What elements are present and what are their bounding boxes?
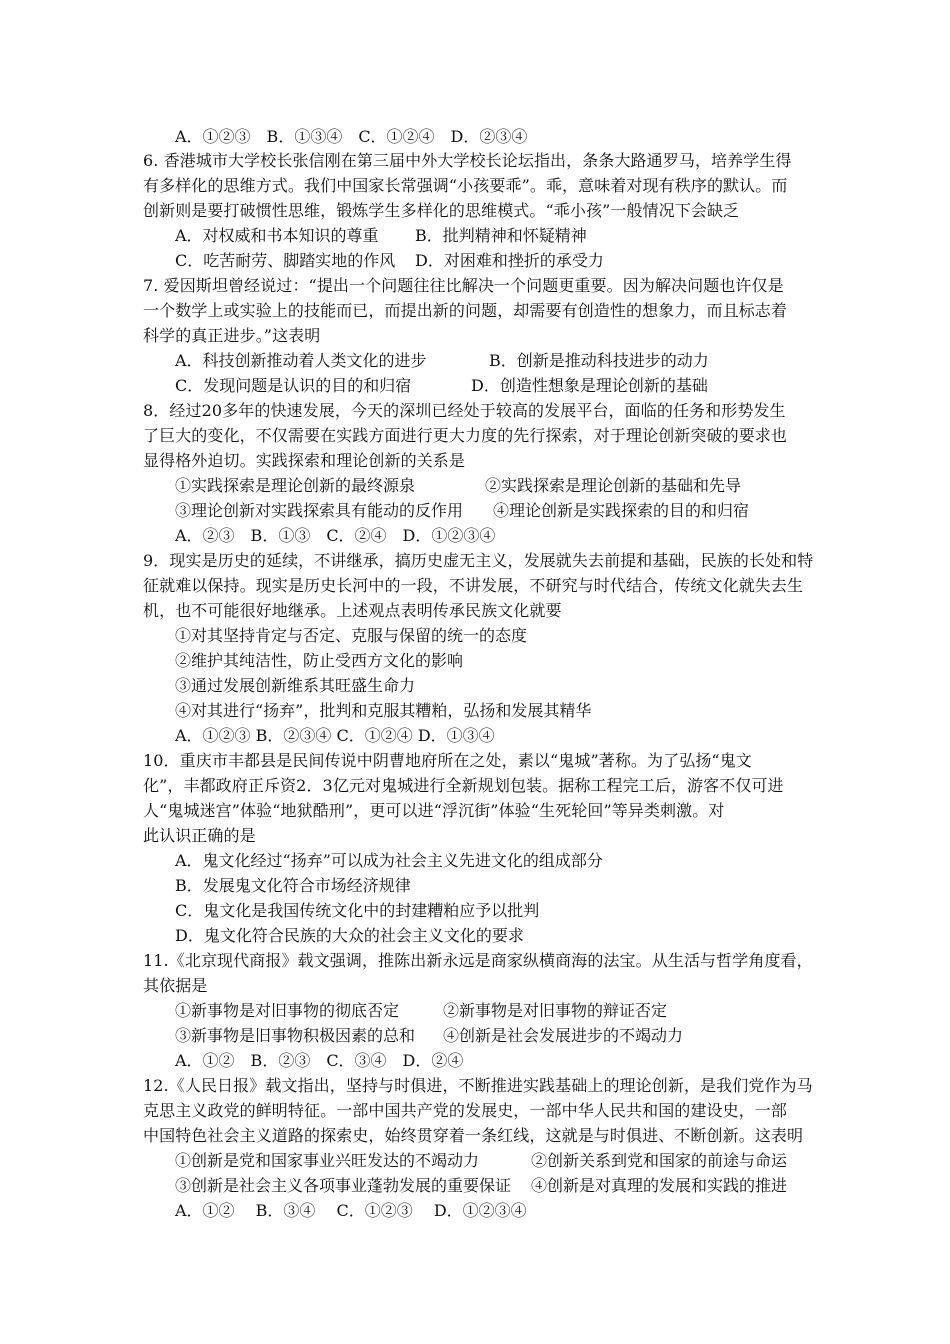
statement-3: ③创新是社会主义各项事业蓬勃发展的重要保证	[175, 1176, 512, 1195]
option-d: D．创造性想象是理论创新的基础	[471, 376, 708, 395]
statement-2: ②实践探索是理论创新的基础和先导	[485, 476, 742, 495]
statement-1: ①实践探索是理论创新的最终源泉	[175, 476, 416, 495]
statement-4: ④创新是社会发展进步的不竭动力	[443, 1026, 684, 1045]
q11-stem-line: 11.《北京现代商报》载文强调，推陈出新永远是商家纵横商海的法宝。从生活与哲学角度看，	[143, 951, 813, 970]
q12-answer-options: A．①② B．③④ C．①②③ D．①②③④	[175, 1201, 527, 1220]
q12-stem-line: 克思主义政党的鲜明特征。一部中国共产党的发展史，一部中华人民共和国的建设史，一部	[143, 1101, 788, 1120]
q9-stem-line: 9．现实是历史的延续，不讲继承，搞历史虚无主义，发展就失去前提和基础，民族的长处和特	[143, 551, 814, 570]
q10-option: D．鬼文化符合民族的大众的社会主义文化的要求	[175, 926, 524, 945]
q12-stem-line: 12.《人民日报》载文指出，坚持与时俱进，不断推进实践基础上的理论创新，是我们党作为马	[143, 1076, 813, 1095]
statement-4: ④理论创新是实践探索的目的和归宿	[493, 501, 750, 520]
q8-statements-row	[175, 499, 825, 523]
q7-options-row	[175, 374, 825, 398]
q12-statements-row	[175, 1174, 825, 1198]
q6-options-row	[175, 224, 825, 248]
q7-options-row	[175, 349, 825, 373]
statement-1: ①创新是党和国家事业兴旺发达的不竭动力	[175, 1151, 480, 1170]
q7-stem-line: 科学的真正进步。”这表明	[143, 326, 321, 345]
q10-stem-line: 此认识正确的是	[143, 826, 256, 845]
q10-stem-line: 10．重庆市丰都县是民间传说中阴曹地府所在之处，素以“鬼城”著称。为了弘扬“鬼文	[143, 751, 752, 770]
q8-stem-line: 显得格外迫切。实践探索和理论创新的关系是	[143, 451, 466, 470]
statement-2: ②新事物是对旧事物的辩证否定	[443, 1001, 668, 1020]
q12-statements-row	[175, 1149, 825, 1173]
option-c: C．发现问题是认识的目的和归宿	[175, 376, 412, 395]
q7-stem-line: 7. 爱因斯坦曾经说过：“提出一个问题往往比解决一个问题更重要。因为解决问题也许仅是	[143, 276, 784, 295]
statement-3: ③新事物是旧事物积极因素的总和	[175, 1026, 416, 1045]
q6-stem-line: 有多样化的思维方式。我们中国家长常强调“小孩要乖”。乖，意味着对现有秩序的默认。而	[143, 176, 788, 195]
q10-stem-line: 化”，丰都政府正斥资2．3亿元对鬼城进行全新规划包装。据称工程完工后，游客不仅可进	[143, 776, 784, 795]
q9-statement: ②维护其纯洁性，防止受西方文化的影响	[175, 651, 464, 670]
q9-stem-line: 机，也不可能很好地继承。上述观点表明传承民族文化就要	[143, 601, 562, 620]
q10-stem-line: 人“鬼城迷宫”体验“地狱酷刑”，更可以进“浮沉街”体验“生死轮回”等异类刺激。对	[143, 801, 725, 820]
statement-3: ③理论创新对实践探索具有能动的反作用	[175, 501, 464, 520]
q6-options-row	[175, 249, 825, 273]
q10-option: C．鬼文化是我国传统文化中的封建糟粕应予以批判	[175, 901, 540, 920]
statement-1: ①新事物是对旧事物的彻底否定	[175, 1001, 400, 1020]
option-b: B．创新是推动科技进步的动力	[489, 351, 709, 370]
option-b: B．批判精神和怀疑精神	[415, 226, 587, 245]
q9-statement: ③通过发展创新维系其旺盛生命力	[175, 676, 416, 695]
option-d: D．对困难和挫折的承受力	[415, 251, 604, 270]
q6-stem-line: 创新则是要打破惯性思维，锻炼学生多样化的思维模式。“乖小孩”一般情况下会缺乏	[143, 201, 740, 220]
q5-answer-options: A．①②③ B．①③④ C．①②④ D．②③④	[175, 127, 528, 146]
q11-answer-options: A．①② B．②③ C．③④ D．②④	[175, 1051, 464, 1070]
q11-statements-row	[175, 999, 825, 1023]
q9-stem-line: 征就难以保持。现实是历史长河中的一段，不讲发展，不研究与时代结合，传统文化就失去生	[143, 576, 804, 595]
q9-statement: ④对其进行“扬弃”，批判和克服其糟粕，弘扬和发展其精华	[175, 701, 592, 720]
q6-stem-line: 6. 香港城市大学校长张信刚在第三届中外大学校长论坛指出，条条大路通罗马，培养学生得	[143, 151, 792, 170]
q8-statements-row	[175, 474, 825, 498]
q11-stem-line: 其依据是	[143, 976, 208, 995]
option-c: C．吃苦耐劳、脚踏实地的作风	[175, 251, 396, 270]
q9-statement: ①对其坚持肯定与否定、克服与保留的统一的态度	[175, 626, 528, 645]
option-a: A．对权威和书本知识的尊重	[175, 226, 379, 245]
statement-2: ②创新关系到党和国家的前途与命运	[531, 1151, 788, 1170]
q10-option: A．鬼文化经过“扬弃”可以成为社会主义先进文化的组成部分	[175, 851, 603, 870]
q10-option: B．发展鬼文化符合市场经济规律	[175, 876, 411, 895]
q7-stem-line: 一个数学上或实验上的技能而已，而提出新的问题，却需要有创造性的想象力，而且标志着	[143, 301, 788, 320]
q8-answer-options: A．②③ B．①③ C．②④ D．①②③④	[175, 526, 496, 545]
q9-answer-options: A．①②③ B．②③④ C．①②④ D．①③④	[175, 726, 495, 745]
q8-stem-line: 了巨大的变化，不仅需要在实践方面进行更大力度的先行探索，对于理论创新突破的要求也	[143, 426, 788, 445]
q8-stem-line: 8．经过20多年的快速发展，今天的深圳已经处于较高的发展平台，面临的任务和形势发生	[143, 401, 786, 420]
option-a: A．科技创新推动着人类文化的进步	[175, 351, 427, 370]
statement-4: ④创新是对真理的发展和实践的推进	[531, 1176, 788, 1195]
q12-stem-line: 中国特色社会主义道路的探索史，始终贯穿着一条红线，这就是与时俱进、不断创新。这表明	[143, 1126, 804, 1145]
q11-statements-row	[175, 1024, 825, 1048]
